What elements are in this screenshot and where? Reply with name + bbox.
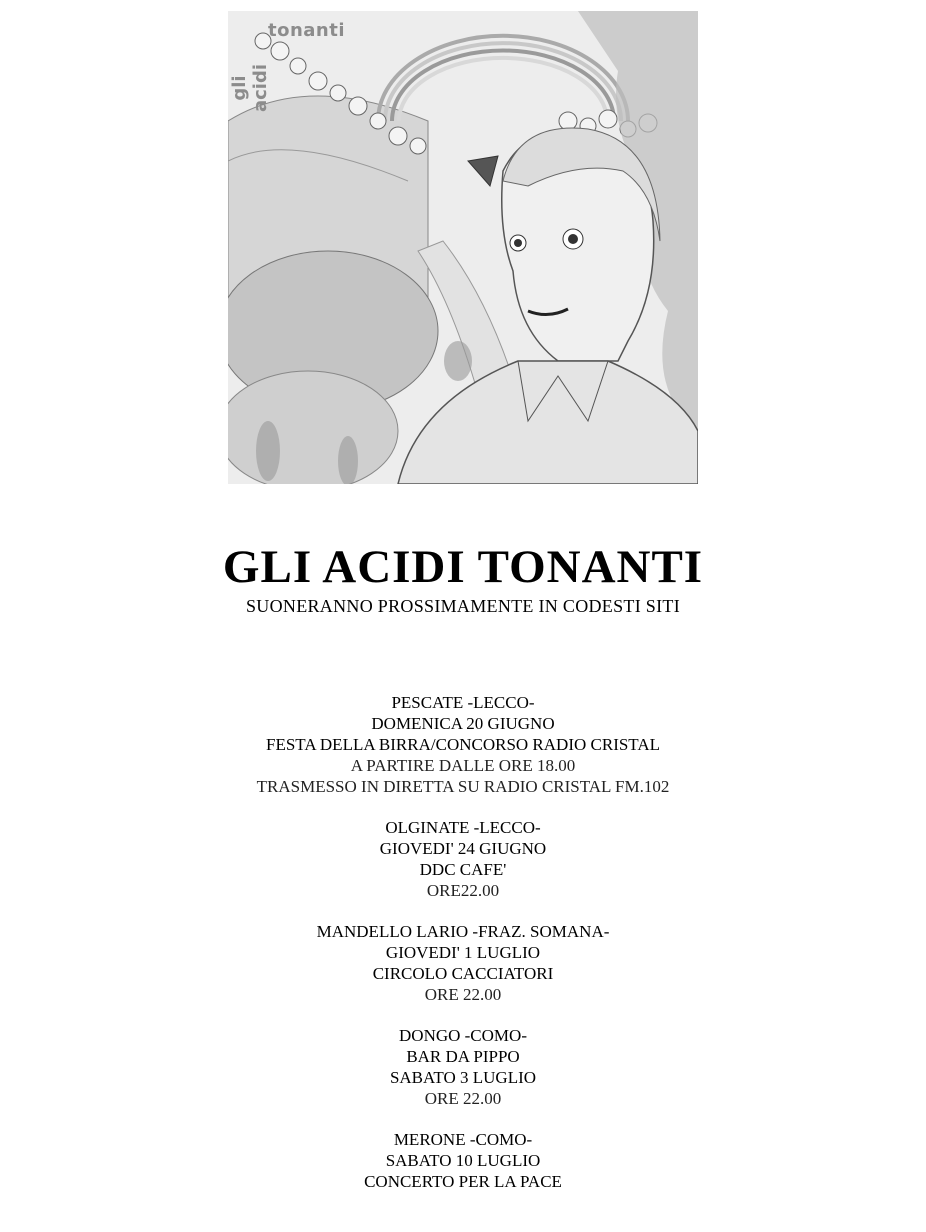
event-venue: CIRCOLO CACCIATORI — [372, 964, 554, 983]
event-dongo — [0, 1025, 926, 1109]
event-time: ORE 22.00 — [424, 985, 502, 1004]
event-list — [0, 692, 926, 1212]
event-location: PESCATE -LECCO- — [391, 693, 535, 712]
cover-band-word-gli-acidi: gli acidi — [229, 63, 271, 113]
event-mandello-lario — [0, 921, 926, 1005]
cover-band-word-tonanti: tonanti — [268, 20, 346, 41]
album-cover-illustration — [228, 11, 698, 484]
cover-drawing — [228, 11, 698, 484]
event-time: ORE22.00 — [426, 881, 500, 900]
event-venue: BAR DA PIPPO — [406, 1047, 520, 1066]
event-venue: DDC CAFE' — [419, 860, 507, 879]
poster-subtitle: SUONERANNO PROSSIMAMENTE IN CODESTI SITI — [245, 596, 680, 616]
event-date: SABATO 3 LUGLIO — [389, 1068, 537, 1087]
event-olginate — [0, 817, 926, 901]
event-venue: CONCERTO PER LA PACE — [364, 1172, 562, 1191]
event-location: MANDELLO LARIO -FRAZ. SOMANA- — [316, 922, 610, 941]
event-location: OLGINATE -LECCO- — [385, 818, 541, 837]
event-note: TRASMESSO IN DIRETTA SU RADIO CRISTAL FM.102 — [256, 777, 670, 796]
poster-title: GLI ACIDI TONANTI — [222, 541, 704, 593]
event-pescate — [0, 692, 926, 797]
event-time: A PARTIRE DALLE ORE 18.00 — [350, 756, 576, 775]
event-date: GIOVEDI' 1 LUGLIO — [385, 943, 541, 962]
event-time: ORE 22.00 — [424, 1089, 502, 1108]
event-date: GIOVEDI' 24 GIUGNO — [379, 839, 547, 858]
event-location: MERONE -COMO- — [393, 1130, 533, 1149]
event-date: SABATO 10 LUGLIO — [385, 1151, 541, 1170]
event-date: DOMENICA 20 GIUGNO — [371, 714, 555, 733]
event-venue: FESTA DELLA BIRRA/CONCORSO RADIO CRISTAL — [266, 735, 660, 754]
event-merone — [0, 1129, 926, 1192]
event-location: DONGO -COMO- — [399, 1026, 527, 1045]
